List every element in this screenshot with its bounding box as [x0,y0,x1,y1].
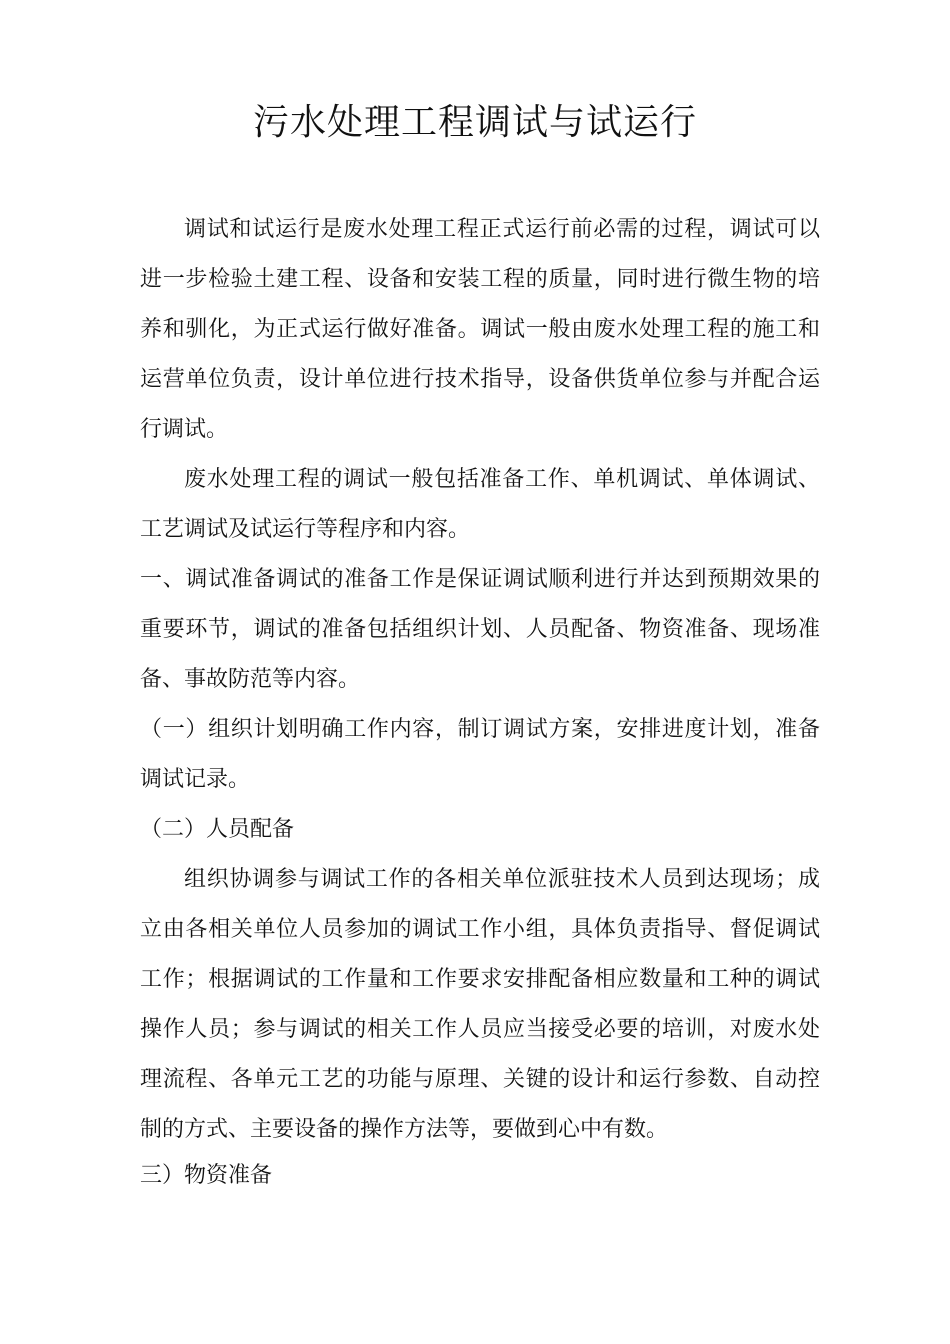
paragraph-intro: 调试和试运行是废水处理工程正式运行前必需的过程，调试可以进一步检验土建工程、设备和安装工程的质量，同时进行微生物的培养和驯化，为正式运行做好准备。调试一般由废水处理工程的施工和运营单位负责，设计单位进行技术指导，设备供货单位参与并配合运行调试。 [140,217,820,442]
paragraph-procedure: 废水处理工程的调试一般包括准备工作、单机调试、单体调试、工艺调试及试运行等程序和内容。 [140,467,820,542]
document-title: 污水处理工程调试与试运行 [252,102,697,143]
section-heading-preparation: 一、调试准备调试的准备工作是保证调试顺利进行并达到预期效果的重要环节，调试的准备包括组织计划、人员配备、物资准备、现场准备、事故防范等内容。 [140,567,820,692]
document-body [140,205,820,1197]
subsection-heading-materials: 三）物资准备 [140,1163,273,1188]
subsection-heading-staffing: （二）人员配备 [140,817,295,842]
paragraph-staffing: 组织协调参与调试工作的各相关单位派驻技术人员到达现场；成立由各相关单位人员参加的调试工作小组，具体负责指导、督促调试工作；根据调试的工作量和工作要求安排配备相应数量和工种的调试操作人员；参与调试的相关工作人员应当接受必要的培训，对废水处理流程、各单元工艺的功能与原理、关键的设计和运行参数、自动控制的方式、主要设备的操作方法等，要做到心中有数。 [140,867,820,1142]
subsection-organization-plan: （一）组织计划明确工作内容，制订调试方案，安排进度计划，准备调试记录。 [140,717,820,792]
